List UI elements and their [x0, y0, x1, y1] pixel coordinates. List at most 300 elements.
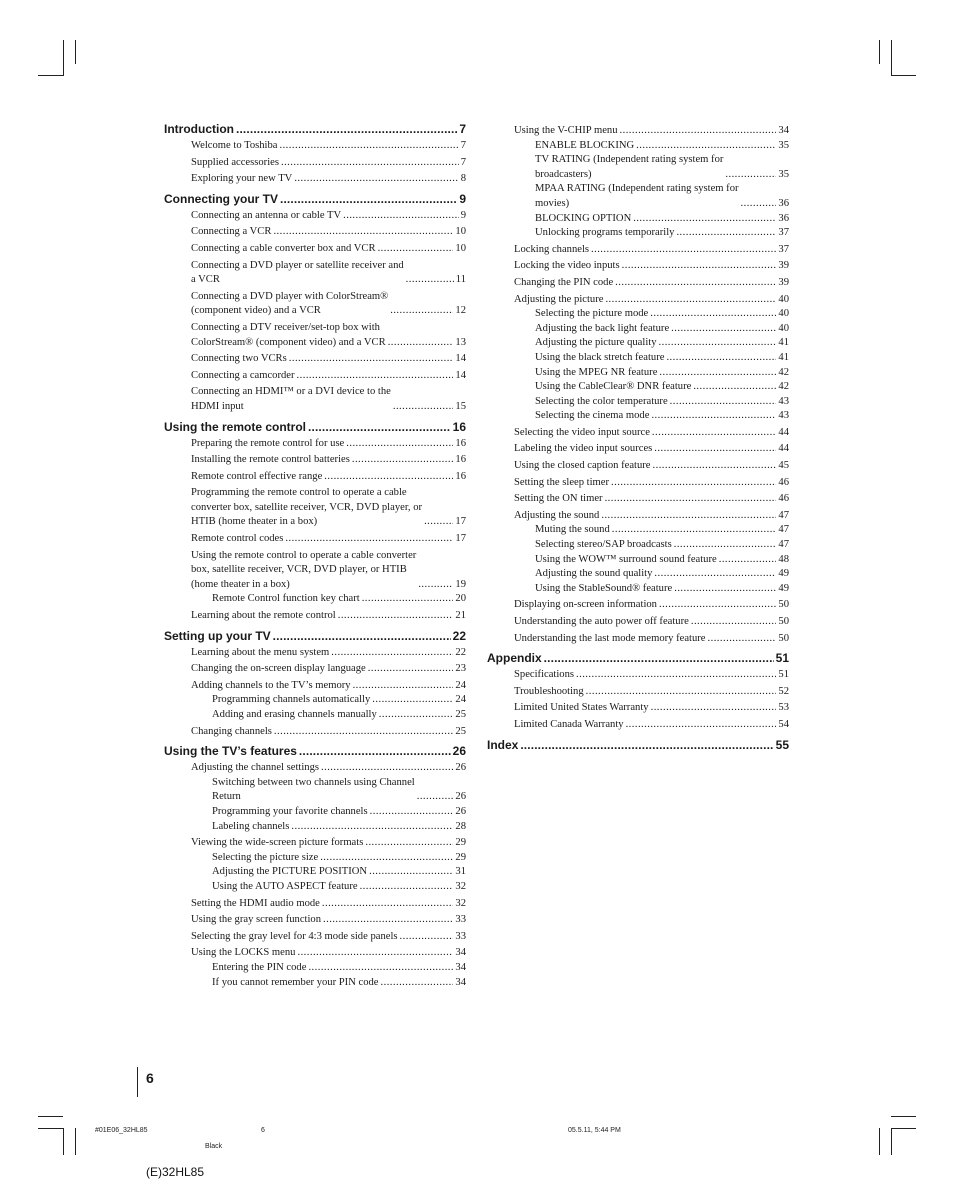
toc-entry-title: Using the TV’s features: [164, 744, 297, 759]
dot-leader: [346, 437, 453, 452]
toc-entry: [164, 646, 466, 661]
toc-entry: [487, 139, 789, 154]
toc-entry-page: 41: [778, 351, 789, 363]
toc-entry: [164, 385, 466, 414]
toc-entry-page: 39: [778, 260, 789, 272]
toc-entry-page: 54: [778, 718, 789, 730]
dot-leader: [236, 122, 457, 137]
toc-entry-title: Connecting a VCR: [191, 226, 272, 238]
toc-entry-title: Adjusting the PICTURE POSITION: [212, 866, 368, 878]
toc-entry: [487, 567, 789, 582]
toc-entry-title: Connecting a DVD player or satellite receiver and a VCR: [191, 259, 404, 286]
dot-leader: [650, 307, 776, 322]
dot-leader: [378, 242, 454, 257]
dot-leader: [605, 492, 777, 507]
toc-entry-title: Connecting an HDMI™ or a DVI device to the HDMI input: [191, 386, 391, 412]
toc-section-heading: [487, 738, 789, 753]
toc-entry-title: Using the gray screen function: [191, 914, 322, 926]
toc-entry: [164, 609, 466, 624]
toc-entry: [487, 442, 789, 457]
toc-entry: [487, 598, 789, 613]
dot-leader: [338, 609, 454, 624]
toc-entry: [164, 225, 466, 240]
toc-entry-title: Connecting your TV: [164, 191, 278, 206]
toc-entry: [164, 946, 466, 961]
toc-entry-page: 22: [452, 628, 466, 643]
dot-leader: [605, 293, 776, 308]
toc-entry-title: Setting up your TV: [164, 628, 271, 643]
toc-entry-title: Changing the on-screen display language: [191, 663, 366, 675]
toc-entry: [487, 276, 789, 291]
toc-entry: [164, 880, 466, 895]
toc-entry: [487, 615, 789, 630]
toc-entry-title: Adjusting the channel settings: [191, 762, 319, 774]
toc-entry-title: Connecting a DVD player with ColorStream® (component video) and a VCR: [191, 290, 389, 317]
toc-entry: [487, 409, 789, 424]
toc-entry-page: 33: [455, 930, 466, 942]
toc-entry-page: 7: [460, 156, 466, 168]
toc-entry-title: Troubleshooting: [514, 685, 584, 697]
toc-entry-title: Learning about the menu system: [191, 646, 330, 658]
toc-entry-page: 25: [455, 725, 466, 737]
toc-entry: [164, 805, 466, 820]
dot-leader: [418, 578, 453, 593]
toc-entry-title: Programming your favorite channels: [212, 805, 368, 817]
toc-entry: [487, 259, 789, 274]
toc-entry-page: 47: [778, 509, 789, 521]
toc-entry-title: Adjusting the picture quality: [535, 337, 657, 349]
dot-leader: [331, 646, 453, 661]
toc-entry-title: Adding channels to the TV’s memory: [191, 679, 351, 691]
dot-leader: [273, 225, 453, 240]
toc-entry-title: Connecting a cable converter box and VCR: [191, 242, 376, 254]
dot-leader: [297, 369, 454, 384]
toc-entry-title: Limited United States Warranty: [514, 702, 649, 714]
toc-entry-title: Introduction: [164, 122, 234, 136]
toc-entry: [164, 836, 466, 851]
toc-entry-title: Using the CableClear® DNR feature: [535, 381, 692, 393]
toc-section-heading: [164, 420, 466, 435]
dot-leader: [321, 761, 453, 776]
toc-entry-page: 23: [455, 663, 466, 675]
toc-section-heading: [164, 122, 466, 137]
toc-entry-title: Welcome to Toshiba: [191, 140, 278, 151]
toc-entry-page: 24: [455, 679, 466, 691]
dot-leader: [654, 442, 776, 457]
toc-entry-title: Using the black stretch feature: [535, 351, 665, 363]
toc-entry-page: 44: [778, 426, 789, 438]
toc-entry-title: Adjusting the sound: [514, 509, 600, 521]
dot-leader: [324, 470, 453, 485]
toc-entry-title: Using the closed caption feature: [514, 460, 651, 472]
toc-entry: [487, 395, 789, 410]
dot-leader: [273, 629, 451, 644]
dot-leader: [651, 701, 777, 716]
toc-entry: [164, 820, 466, 835]
dot-leader: [654, 567, 776, 582]
toc-entry-page: 55: [775, 737, 789, 752]
toc-entry-title: ENABLE BLOCKING: [535, 139, 635, 151]
crop-mark: [38, 1128, 63, 1129]
toc-entry-title: BLOCKING OPTION: [535, 212, 632, 224]
toc-entry-title: Displaying on-screen information: [514, 599, 657, 611]
toc-entry-page: 35: [778, 168, 789, 180]
toc-entry-page: 49: [778, 582, 789, 594]
toc-entry: [164, 437, 466, 452]
dot-leader: [719, 553, 777, 568]
toc-entry-page: 37: [778, 227, 789, 239]
toc-entry: [164, 321, 466, 350]
toc-entry: [164, 913, 466, 928]
toc-entry-title: Setting the ON timer: [514, 493, 603, 505]
toc-entry-page: 37: [778, 243, 789, 255]
page-margin-rule: [137, 1067, 138, 1097]
crop-mark: [879, 40, 880, 64]
toc-entry: [164, 761, 466, 776]
toc-entry: [487, 366, 789, 381]
toc-entry-title: Connecting an antenna or cable TV: [191, 209, 342, 221]
dot-leader: [388, 336, 454, 351]
toc-entry-title: Using the V-CHIP menu: [514, 125, 618, 136]
toc-entry: [164, 453, 466, 468]
dot-leader: [393, 400, 454, 415]
dot-leader: [379, 708, 454, 723]
toc-entry-page: 34: [455, 947, 466, 959]
toc-entry-page: 52: [778, 685, 789, 697]
toc-entry-title: Connecting two VCRs: [191, 353, 287, 365]
dot-leader: [417, 790, 454, 805]
toc-entry: [487, 153, 789, 182]
crop-mark: [75, 40, 76, 64]
toc-entry-page: 26: [455, 791, 466, 803]
toc-entry-page: 12: [455, 305, 466, 317]
toc-entry-page: 14: [455, 353, 466, 365]
toc-section-heading: [487, 651, 789, 666]
toc-entry-title: Limited Canada Warranty: [514, 718, 624, 730]
toc-entry-title: Connecting a DTV receiver/set-top box with ColorStream® (component video) and a VCR: [191, 321, 386, 348]
toc-entry-title: Programming channels automatically: [212, 694, 371, 706]
toc-entry-page: 40: [778, 322, 789, 334]
toc-entry: [164, 470, 466, 485]
toc-entry-page: 16: [455, 454, 466, 466]
toc-entry-title: Adjusting the sound quality: [535, 568, 653, 580]
toc-entry: [487, 293, 789, 308]
dot-leader: [670, 395, 777, 410]
dot-leader: [352, 453, 454, 468]
dot-leader: [285, 532, 453, 547]
crop-mark: [38, 75, 63, 76]
footer-color-label: Black: [205, 1143, 223, 1150]
toc-entry: [164, 549, 466, 593]
toc-entry: [164, 776, 466, 805]
toc-entry-title: Selecting the gray level for 4:3 mode side panels: [191, 930, 398, 942]
crop-mark: [891, 1128, 892, 1155]
toc-entry: [487, 336, 789, 351]
toc-entry: [164, 369, 466, 384]
toc-entry-page: 8: [460, 173, 466, 185]
toc-entry-page: 15: [455, 400, 466, 412]
toc-entry-title: Remote control effective range: [191, 470, 323, 482]
toc-entry: [487, 701, 789, 716]
toc-entry: [164, 290, 466, 319]
toc-entry: [487, 124, 789, 139]
toc-entry-title: Adjusting the back light feature: [535, 322, 670, 334]
toc-entry: [487, 380, 789, 395]
toc-entry: [487, 351, 789, 366]
dot-leader: [671, 322, 776, 337]
toc-entry-page: 17: [455, 516, 466, 528]
toc-entry-page: 24: [455, 694, 466, 706]
crop-mark: [75, 1128, 76, 1155]
toc-entry-page: 34: [778, 125, 789, 136]
toc-entry: [164, 708, 466, 723]
dot-leader: [615, 276, 776, 291]
toc-entry-title: TV RATING (Independent rating system for broadcasters): [535, 154, 724, 180]
dot-leader: [274, 725, 453, 740]
dot-leader: [289, 352, 454, 367]
toc-entry-page: 9: [460, 209, 466, 221]
dot-leader: [368, 662, 454, 677]
toc-entry-title: Viewing the wide-screen picture formats: [191, 837, 364, 849]
toc-entry: [487, 632, 789, 647]
toc-entry-page: 53: [778, 702, 789, 714]
toc-entry: [164, 662, 466, 677]
toc-entry-page: 10: [455, 226, 466, 238]
toc-entry-title: Selecting stereo/SAP broadcasts: [535, 539, 672, 551]
toc-entry-page: 20: [455, 593, 466, 605]
dot-leader: [708, 632, 777, 647]
toc-entry-title: Preparing the remote control for use: [191, 437, 345, 449]
toc-entry-page: 48: [778, 553, 789, 565]
toc-entry-title: If you cannot remember your PIN code: [212, 976, 379, 988]
dot-leader: [626, 718, 777, 733]
dot-leader: [365, 836, 453, 851]
toc-entry-page: 36: [778, 197, 789, 209]
toc-entry-page: 43: [778, 410, 789, 422]
toc-entry: [487, 509, 789, 524]
toc-entry-page: 7: [460, 140, 466, 151]
dot-leader: [406, 273, 454, 288]
toc-entry-page: 7: [459, 122, 466, 136]
dot-leader: [281, 156, 459, 171]
toc-entry: [487, 538, 789, 553]
dot-leader: [674, 538, 777, 553]
toc-entry: [164, 242, 466, 257]
toc-entry-title: Index: [487, 737, 519, 752]
dot-leader: [693, 380, 776, 395]
toc-entry-page: 14: [455, 369, 466, 381]
toc-entry-page: 42: [778, 366, 789, 378]
toc-entry-title: Selecting the color temperature: [535, 395, 668, 407]
toc-entry-title: Unlocking programs temporarily: [535, 227, 675, 239]
dot-leader: [652, 426, 776, 441]
dot-leader: [651, 409, 776, 424]
dot-leader: [360, 880, 454, 895]
toc-entry: [487, 523, 789, 538]
footer-file-name: #01E06_32HL85: [95, 1127, 148, 1134]
toc-entry-page: 16: [452, 419, 466, 434]
dot-leader: [369, 865, 453, 880]
toc-entry: [164, 156, 466, 171]
dot-leader: [601, 509, 776, 524]
crop-mark: [63, 40, 64, 76]
toc-entry-title: Understanding the last mode memory feature: [514, 632, 706, 644]
toc-entry: [487, 582, 789, 597]
toc-entry-title: Labeling the video input sources: [514, 443, 653, 455]
toc-entry-title: Specifications: [514, 669, 575, 681]
toc-entry: [487, 426, 789, 441]
dot-leader: [659, 336, 777, 351]
toc-entry: [164, 725, 466, 740]
toc-entry-page: 47: [778, 539, 789, 551]
toc-entry-title: Learning about the remote control: [191, 610, 336, 622]
toc-entry-page: 39: [778, 276, 789, 288]
toc-entry-page: 47: [778, 524, 789, 536]
toc-entry-page: 46: [778, 493, 789, 505]
dot-leader: [674, 582, 776, 597]
toc-entry: [487, 459, 789, 474]
toc-entry-page: 36: [778, 212, 789, 224]
toc-entry-page: 33: [455, 914, 466, 926]
toc-entry-title: Using the WOW™ surround sound feature: [535, 553, 717, 565]
toc-entry-page: 40: [778, 293, 789, 305]
toc-entry: [487, 243, 789, 258]
toc-entry: [164, 486, 466, 530]
toc-entry-title: Labeling channels: [212, 820, 290, 832]
dot-leader: [666, 351, 776, 366]
toc-entry: [164, 209, 466, 224]
toc-entry-page: 21: [455, 610, 466, 622]
dot-leader: [659, 598, 776, 613]
toc-section-heading: [164, 192, 466, 207]
crop-mark: [891, 40, 892, 76]
toc-entry-page: 32: [455, 897, 466, 909]
toc-entry-page: 26: [455, 805, 466, 817]
toc-entry-page: 35: [778, 139, 789, 151]
toc-entry-page: 16: [455, 437, 466, 449]
dot-leader: [676, 226, 776, 241]
dot-leader: [653, 459, 777, 474]
toc-entry: [487, 685, 789, 700]
toc-entry-title: Understanding the auto power off feature: [514, 616, 689, 627]
toc-entry-title: Using the remote control: [164, 419, 307, 434]
toc-entry-title: Locking channels: [514, 243, 590, 255]
dot-leader: [362, 592, 454, 607]
toc-left-column: [164, 122, 466, 990]
dot-leader: [691, 615, 777, 630]
toc-entry-title: Using the AUTO ASPECT feature: [212, 880, 358, 892]
toc-entry-page: 49: [778, 568, 789, 580]
dot-leader: [353, 679, 454, 694]
toc-entry: [164, 592, 466, 607]
toc-entry-title: Switching between two channels using Channel Return: [212, 776, 415, 803]
toc-entry-title: Connecting a camcorder: [191, 369, 295, 381]
toc-entry-title: Appendix: [487, 651, 542, 666]
toc-entry: [164, 679, 466, 694]
toc-entry: [164, 139, 466, 154]
toc-entry-title: Using the StableSound® feature: [535, 582, 673, 594]
toc-entry-page: 41: [778, 337, 789, 349]
toc-entry: [164, 897, 466, 912]
toc-entry-page: 29: [455, 851, 466, 863]
dot-leader: [280, 192, 457, 207]
toc-entry-title: Entering the PIN code: [212, 961, 307, 973]
toc-entry-page: 40: [778, 308, 789, 320]
crop-mark: [891, 1116, 916, 1117]
toc-entry-title: Selecting the video input source: [514, 426, 650, 438]
toc-entry-page: 10: [455, 242, 466, 254]
toc-entry: [487, 476, 789, 491]
toc-entry-page: 26: [452, 744, 466, 759]
toc-entry-title: Selecting the picture size: [212, 851, 319, 863]
dot-leader: [390, 304, 453, 319]
toc-entry-page: 26: [455, 762, 466, 774]
toc-entry-page: 43: [778, 395, 789, 407]
toc-entry: [487, 182, 789, 211]
toc-entry-title: Using the remote control to operate a cable converter box, satellite receiver, VCR, DVD player, or HTIB (home theater in a box): [191, 549, 417, 590]
dot-leader: [636, 139, 776, 154]
toc-entry-page: 50: [778, 616, 789, 627]
toc-right-column: [487, 122, 789, 755]
dot-leader: [612, 523, 777, 538]
toc-entry-page: 19: [455, 578, 466, 590]
dot-leader: [370, 805, 454, 820]
dot-leader: [322, 897, 454, 912]
toc-entry: [164, 865, 466, 880]
dot-leader: [343, 209, 459, 224]
toc-entry: [164, 352, 466, 367]
toc-section-heading: [164, 629, 466, 644]
dot-leader: [291, 820, 453, 835]
toc-entry-title: Changing channels: [191, 725, 272, 737]
toc-entry-title: Setting the sleep timer: [514, 476, 610, 488]
crop-mark: [891, 75, 916, 76]
toc-entry-title: Remote control codes: [191, 533, 284, 545]
crop-mark: [63, 1128, 64, 1155]
toc-entry-page: 51: [775, 651, 789, 666]
toc-entry-title: Using the MPEG NR feature: [535, 366, 658, 378]
toc-entry: [487, 226, 789, 241]
toc-entry-page: 16: [455, 470, 466, 482]
dot-leader: [400, 930, 454, 945]
toc-entry: [487, 307, 789, 322]
dot-leader: [279, 139, 458, 154]
toc-entry-page: 46: [778, 476, 789, 488]
dot-leader: [308, 420, 451, 435]
dot-leader: [591, 243, 776, 258]
toc-entry: [164, 693, 466, 708]
dot-leader: [544, 651, 774, 666]
dot-leader: [323, 913, 453, 928]
toc-entry-title: Exploring your new TV: [191, 173, 293, 185]
dot-leader: [659, 366, 776, 381]
toc-entry-title: Remote Control function key chart: [212, 593, 360, 605]
toc-entry-page: 29: [455, 837, 466, 849]
toc-entry: [164, 259, 466, 288]
dot-leader: [308, 961, 453, 976]
toc-entry-page: 44: [778, 443, 789, 455]
toc-entry-page: 25: [455, 709, 466, 720]
toc-entry-title: Changing the PIN code: [514, 276, 614, 288]
dot-leader: [586, 685, 777, 700]
toc-entry: [164, 961, 466, 976]
toc-entry-title: Adding and erasing channels manually: [212, 709, 377, 720]
toc-entry-title: Locking the video inputs: [514, 260, 620, 272]
dot-leader: [611, 476, 776, 491]
toc-entry-title: Programming the remote control to operate a cable converter box, satellite receiver, VCR, DVD player, or HTIB (home theater in a box): [191, 487, 423, 528]
toc-entry: [164, 172, 466, 187]
toc-entry-title: Muting the sound: [535, 524, 610, 536]
